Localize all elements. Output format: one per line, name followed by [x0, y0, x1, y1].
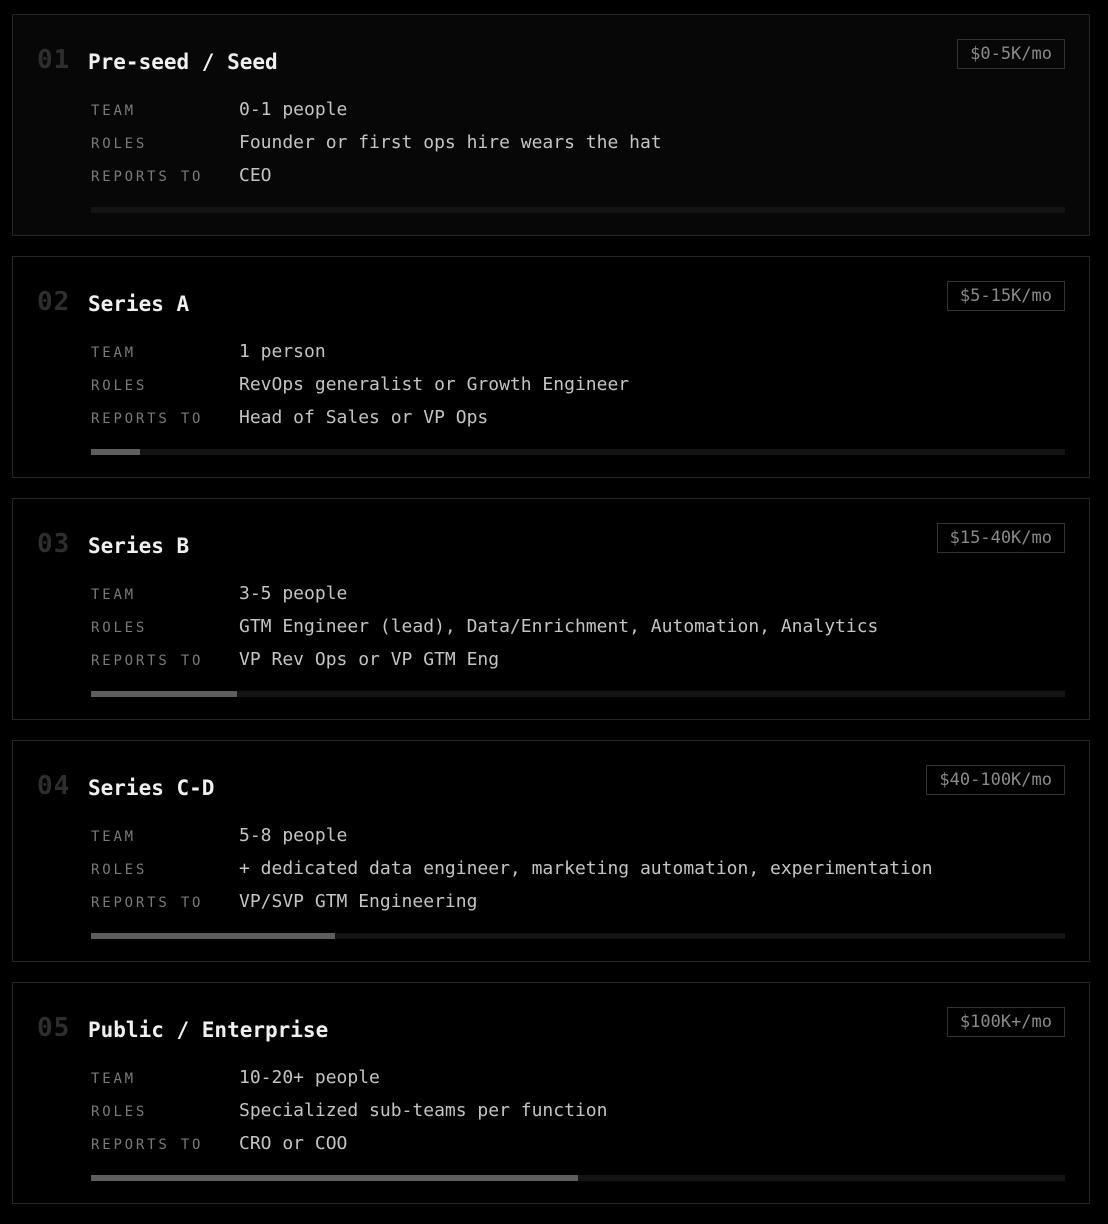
roles-value: GTM Engineer (lead), Data/Enrichment, Automation, Analytics	[239, 616, 879, 637]
stage-number: 02	[37, 287, 71, 317]
roles-label: ROLES	[91, 1104, 148, 1120]
stage-title: Public / Enterprise	[88, 1018, 329, 1042]
stage-card-series-a	[12, 256, 1090, 478]
reports-to-label: REPORTS TO	[91, 169, 204, 185]
team-value: 0-1 people	[239, 99, 348, 120]
reports-to-value: CRO or COO	[239, 1133, 348, 1154]
reports-to-label: REPORTS TO	[91, 653, 204, 669]
reports-to-label: REPORTS TO	[91, 1137, 204, 1153]
roles-label: ROLES	[91, 620, 148, 636]
stage-title: Series A	[88, 292, 190, 316]
roles-value: Founder or first ops hire wears the hat	[239, 132, 662, 153]
stage-number: 04	[37, 771, 71, 801]
stage-title: Series B	[88, 534, 190, 558]
roles-label: ROLES	[91, 862, 148, 878]
team-label: TEAM	[91, 103, 136, 119]
reports-to-value: CEO	[239, 165, 272, 186]
progress-track	[91, 207, 1065, 213]
reports-to-value: Head of Sales or VP Ops	[239, 407, 489, 428]
stage-number: 01	[37, 45, 71, 75]
reports-to-label: REPORTS TO	[91, 895, 204, 911]
team-label: TEAM	[91, 829, 136, 845]
team-label: TEAM	[91, 345, 136, 361]
stage-number: 05	[37, 1013, 71, 1043]
progress-fill	[91, 1175, 578, 1181]
budget-badge: $100K+/mo	[947, 1007, 1065, 1037]
progress-track	[91, 933, 1065, 939]
budget-badge: $40-100K/mo	[926, 765, 1065, 795]
progress-fill	[91, 691, 237, 697]
team-value: 5-8 people	[239, 825, 348, 846]
stage-title: Pre-seed / Seed	[88, 50, 278, 74]
progress-fill	[91, 933, 335, 939]
team-value: 3-5 people	[239, 583, 348, 604]
stage-card-public-enterprise	[12, 982, 1090, 1204]
stage-card-series-b	[12, 498, 1090, 720]
stage-card-pre-seed	[12, 14, 1090, 236]
budget-badge: $0-5K/mo	[957, 39, 1065, 69]
stage-number: 03	[37, 529, 71, 559]
stage-card-series-c-d	[12, 740, 1090, 962]
reports-to-label: REPORTS TO	[91, 411, 204, 427]
roles-value: + dedicated data engineer, marketing automation, experimentation	[239, 858, 933, 879]
progress-track	[91, 1175, 1065, 1181]
stage-title: Series C-D	[88, 776, 215, 800]
progress-track	[91, 449, 1065, 455]
roles-value: RevOps generalist or Growth Engineer	[239, 374, 630, 395]
reports-to-value: VP/SVP GTM Engineering	[239, 891, 478, 912]
team-value: 10-20+ people	[239, 1067, 380, 1088]
progress-fill	[91, 449, 140, 455]
progress-track	[91, 691, 1065, 697]
team-label: TEAM	[91, 587, 136, 603]
roles-value: Specialized sub-teams per function	[239, 1100, 608, 1121]
team-label: TEAM	[91, 1071, 136, 1087]
team-value: 1 person	[239, 341, 326, 362]
roles-label: ROLES	[91, 378, 148, 394]
roles-label: ROLES	[91, 136, 148, 152]
reports-to-value: VP Rev Ops or VP GTM Eng	[239, 649, 500, 670]
budget-badge: $15-40K/mo	[937, 523, 1065, 553]
budget-badge: $5-15K/mo	[947, 281, 1065, 311]
